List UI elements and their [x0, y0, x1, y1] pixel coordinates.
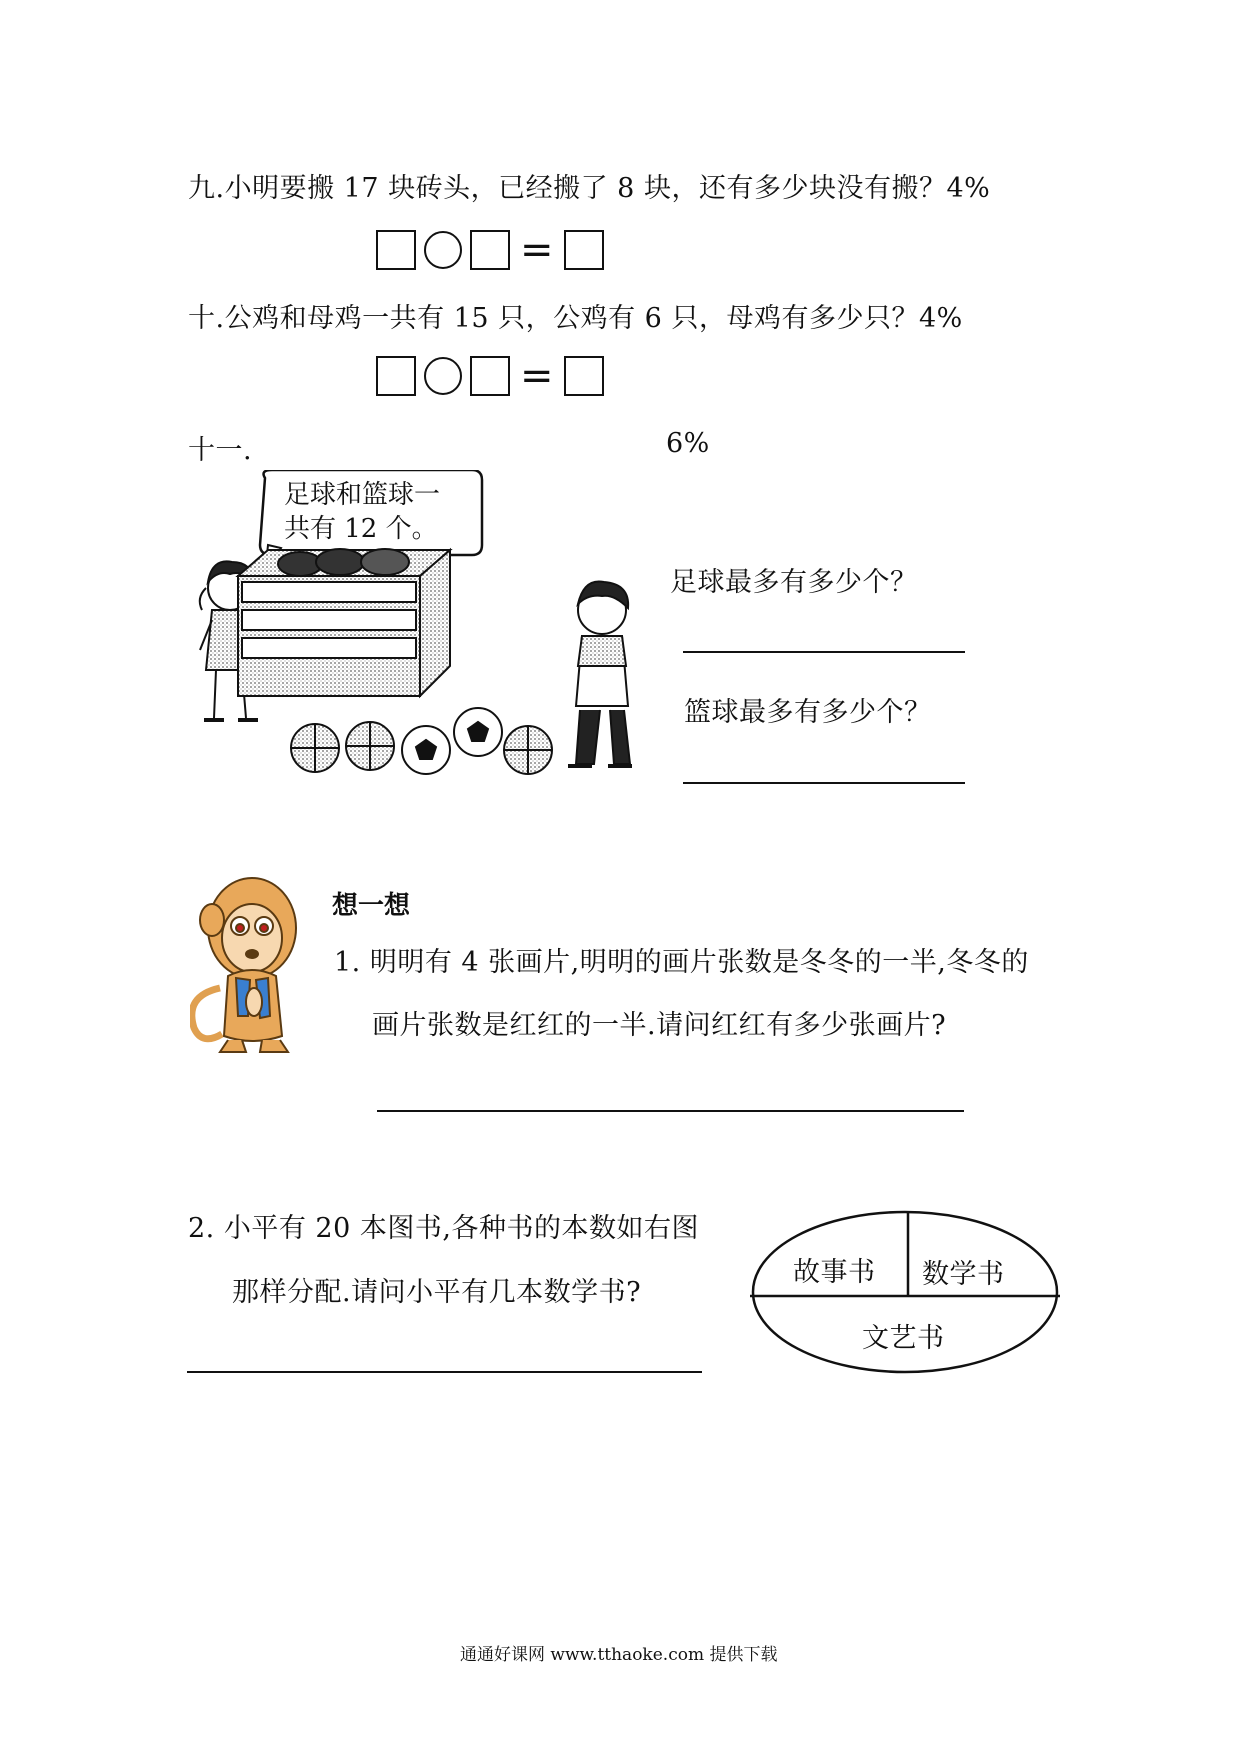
answer-line-problem-1[interactable] [377, 1110, 964, 1112]
answer-box[interactable] [470, 230, 510, 270]
result-box[interactable] [564, 356, 604, 396]
diagram-story-books: 故事书 [793, 1257, 876, 1288]
question-9-equation [376, 227, 604, 273]
result-box[interactable] [564, 230, 604, 270]
monkey-mascot [190, 868, 310, 1056]
think-problem-1-line-2: 画片张数是红红的一半.请问红红有多少张画片? [372, 1010, 947, 1041]
ball-crate [238, 545, 450, 696]
question-11-basketball: 篮球最多有多少个？ [684, 697, 932, 728]
think-problem-2-line-2: 那样分配.请问小平有几本数学书? [232, 1277, 642, 1308]
answer-line-problem-2[interactable] [187, 1371, 702, 1373]
think-problem-2-line-1: 2. 小平有 20 本图书,各种书的本数如右图 [188, 1213, 699, 1244]
page-footer: 通通好课网 www.tthaoke.com 提供下载 [460, 1645, 778, 1665]
question-11-soccer: 足球最多有多少个？ [670, 567, 918, 598]
think-section-title: 想一想 [332, 891, 411, 921]
equals-sign: = [520, 353, 554, 399]
answer-box[interactable] [470, 356, 510, 396]
answer-line-soccer[interactable] [683, 651, 965, 653]
question-9-text: 九.小明要搬 17 块砖头，已经搬了 8 块，还有多少块没有搬？4% [188, 173, 991, 204]
diagram-math-books: 数学书 [922, 1259, 1005, 1290]
diagram-art-books: 文艺书 [862, 1323, 945, 1354]
think-problem-1-line-1: 1. 明明有 4 张画片,明明的画片张数是冬冬的一半,冬冬的 [334, 947, 1029, 978]
answer-line-basketball[interactable] [683, 782, 965, 784]
equals-sign: = [520, 227, 554, 273]
operator-circle[interactable] [424, 231, 462, 269]
operator-circle[interactable] [424, 357, 462, 395]
boy-figure [568, 581, 632, 766]
speech-line-2: 共有 12 个。 [284, 514, 438, 544]
question-10-text: 十.公鸡和母鸡一共有 15 只，公鸡有 6 只，母鸡有多少只？4% [188, 303, 963, 334]
answer-box[interactable] [376, 356, 416, 396]
question-11-label: 十一. [188, 435, 253, 466]
question-11-score: 6% [666, 428, 710, 459]
speech-bubble-text [284, 478, 440, 546]
speech-line-1: 足球和篮球一 [284, 480, 441, 510]
answer-box[interactable] [376, 230, 416, 270]
question-10-equation [376, 353, 604, 399]
balls-group [291, 708, 552, 774]
